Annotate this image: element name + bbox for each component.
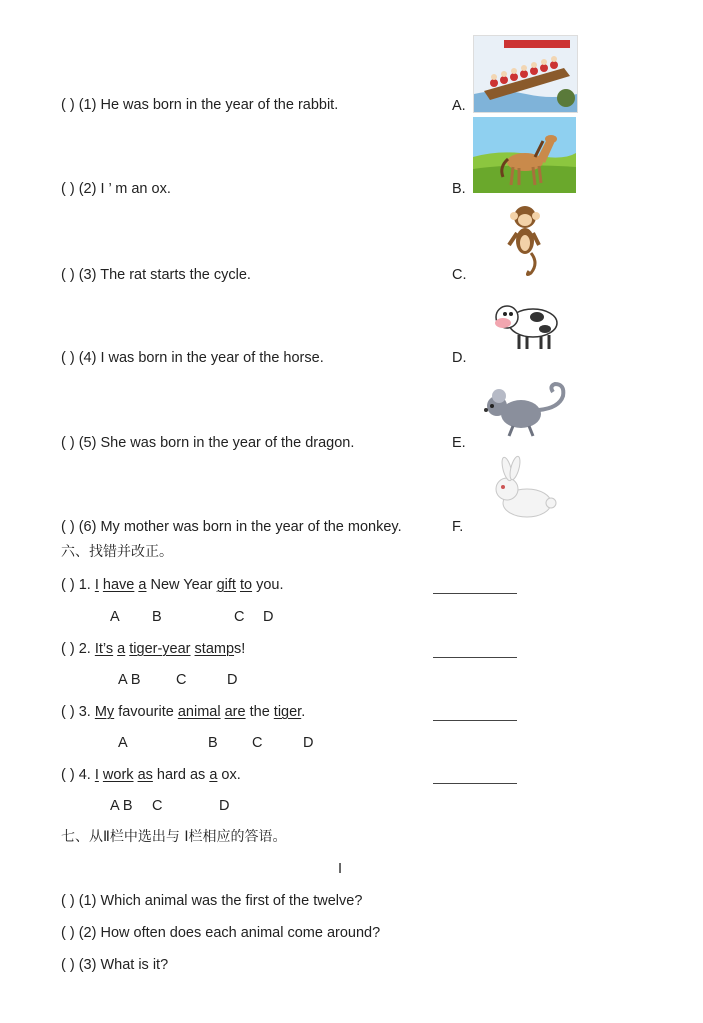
match-item-5 [61, 434, 354, 452]
match-text: I was born in the year of the horse. [100, 350, 324, 366]
option-label-e: E. [452, 435, 466, 451]
underlined-a: It’s [94, 641, 114, 657]
reply-item-2 [61, 924, 380, 942]
match-prefix: ( ) (2) [61, 181, 97, 197]
match-text: My mother was born in the year of the monkey. [100, 519, 402, 535]
letter-d: D [227, 672, 238, 688]
text: favourite [114, 704, 178, 720]
letter-ab: A B [118, 672, 141, 688]
question-prefix: ( ) 4. [61, 767, 91, 783]
letter-d: D [219, 798, 230, 814]
underlined-e: to [239, 577, 253, 593]
underlined-b: a [117, 641, 126, 657]
error-question-3 [61, 703, 305, 721]
match-prefix: ( ) (3) [61, 267, 97, 283]
horse-icon [473, 117, 576, 193]
error-question-4 [61, 766, 241, 784]
text: s! [234, 641, 246, 657]
monkey-icon [473, 201, 576, 277]
letter-a: A [118, 735, 128, 751]
letter-c: C [176, 672, 187, 688]
option-label-f: F. [452, 519, 464, 535]
reply-item-3 [61, 956, 168, 974]
match-prefix: ( ) (1) [61, 97, 97, 113]
match-prefix: ( ) (6) [61, 519, 97, 535]
underlined-c: tiger-year [129, 641, 191, 657]
column-label: I [338, 861, 343, 877]
reply-text: Which animal was the first of the twelve? [100, 893, 363, 909]
cow-picture [473, 285, 576, 361]
underlined-a: I [94, 577, 99, 593]
section-6-title: 六、找错并改正。 [61, 544, 173, 560]
option-label-b: B. [452, 181, 466, 197]
question-prefix: ( ) 1. [61, 577, 91, 593]
error-question-1 [61, 576, 284, 594]
cow-icon [473, 285, 576, 361]
underlined-c: are [224, 704, 246, 720]
section-7-title: 七、从Ⅱ栏中选出与 Ⅰ栏相应的答语。 [61, 829, 287, 845]
letter-d: D [303, 735, 314, 751]
question-prefix: ( ) 2. [61, 641, 91, 657]
monkey-picture [473, 201, 576, 277]
text: New Year [146, 577, 217, 593]
match-text: The rat starts the cycle. [100, 267, 251, 283]
match-item-6 [61, 518, 402, 536]
answer-blank-3[interactable] [433, 719, 517, 721]
rabbit-picture [473, 453, 576, 529]
option-label-d: D. [452, 350, 467, 366]
dragon-boat-picture [473, 35, 578, 113]
match-item-3 [61, 266, 251, 284]
answer-blank-2[interactable] [433, 656, 517, 658]
letter-b: B [152, 609, 162, 625]
underlined-d: tiger [273, 704, 302, 720]
reply-prefix: ( ) (1) [61, 893, 97, 909]
underlined-d: stamp [194, 641, 235, 657]
rabbit-icon [473, 453, 576, 529]
text: you. [252, 577, 284, 593]
horse-picture [473, 117, 576, 193]
text: . [301, 704, 306, 720]
answer-blank-4[interactable] [433, 782, 517, 784]
underlined-b: work [102, 767, 134, 783]
letter-ab: A B [110, 798, 133, 814]
rat-icon [473, 370, 576, 446]
answer-blank-1[interactable] [433, 592, 517, 594]
match-prefix: ( ) (4) [61, 350, 97, 366]
underlined-c: as [137, 767, 153, 783]
letter-a: A [110, 609, 120, 625]
letter-d: D [263, 609, 274, 625]
error-question-2 [61, 640, 245, 658]
match-prefix: ( ) (5) [61, 435, 97, 451]
text: hard as [152, 767, 210, 783]
underlined-d: a [209, 767, 218, 783]
text: the [245, 704, 274, 720]
underlined-b: have [102, 577, 135, 593]
reply-text: How often does each animal come around? [100, 925, 381, 941]
reply-text: What is it? [100, 957, 169, 973]
underlined-a: I [94, 767, 99, 783]
question-prefix: ( ) 3. [61, 704, 91, 720]
underlined-c: a [138, 577, 147, 593]
option-label-c: C. [452, 267, 467, 283]
reply-item-1 [61, 892, 362, 910]
dragon-boat-icon [474, 36, 577, 112]
reply-prefix: ( ) (3) [61, 957, 97, 973]
option-label-a: A. [452, 98, 466, 114]
match-text: He was born in the year of the rabbit. [100, 97, 339, 113]
underlined-a: My [94, 704, 115, 720]
match-text: I ’ m an ox. [100, 181, 171, 197]
letter-b: B [208, 735, 218, 751]
text: ox. [217, 767, 241, 783]
rat-picture [473, 370, 576, 446]
match-item-2 [61, 180, 171, 198]
match-text: She was born in the year of the dragon. [100, 435, 355, 451]
reply-prefix: ( ) (2) [61, 925, 97, 941]
letter-c: C [234, 609, 245, 625]
letter-c: C [152, 798, 163, 814]
match-item-4 [61, 349, 324, 367]
underlined-d: gift [216, 577, 236, 593]
underlined-b: animal [177, 704, 221, 720]
letter-c: C [252, 735, 263, 751]
match-item-1 [61, 96, 338, 114]
